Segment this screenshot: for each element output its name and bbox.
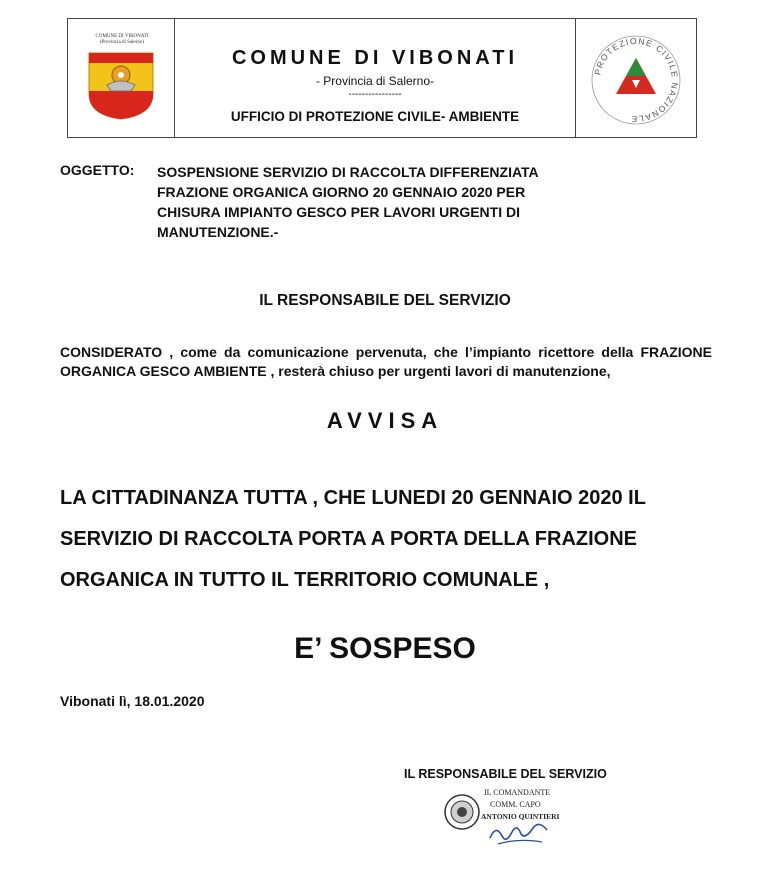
header-divider [575, 19, 576, 137]
signature-title: IL RESPONSABILE DEL SERVIZIO [404, 767, 607, 781]
signature-stamp [440, 782, 572, 854]
considerato-paragraph: CONSIDERATO , come da comunicazione pervenuta, che l’impianto ricettore della FRAZIONE ORGANICA GESCO AMBIENTE , resterà chiuso per urgenti lavori di manutenzione, [60, 344, 712, 379]
document-title: COMUNE DI VIBONATI [231, 47, 519, 69]
office-name: UFFICIO DI PROTEZIONE CIVILE- AMBIENTE [230, 109, 520, 124]
crest-caption-line: (Provincia di Salerno) [99, 40, 145, 45]
document-date: Vibonati lì, 18.01.2020 [60, 693, 205, 709]
province-line: - Provincia di Salerno- [315, 74, 435, 88]
avvisa-heading: AVVISA [326, 408, 444, 433]
crest-caption-line: COMUNE DI VIBONATI [95, 34, 149, 39]
subject-text: SOSPENSIONE SERVIZIO DI RACCOLTA DIFFERENZIATA FRAZIONE ORGANICA GIORNO 20 GENNAIO 2020 PER CHISURA IMPIANTO GESCO PER LAVORI URGENTI DI MANUTENZIONE.- [157, 164, 539, 240]
stamp-line: ANTONIO QUINTIERI [481, 812, 560, 821]
protezione-civile-logo-icon [588, 32, 684, 128]
stamp-line: IL COMANDANTE [484, 788, 551, 797]
header-box [67, 18, 697, 138]
announcement-paragraph: LA CITTADINANZA TUTTA , CHE LUNEDI 20 GENNAIO 2020 IL SERVIZIO DI RACCOLTA PORTA A PORTA DELLA FRAZIONE ORGANICA IN TUTTO IL TERRITORIO COMUNALE , [60, 487, 646, 591]
crest-caption [82, 34, 162, 46]
municipal-crest-icon [87, 51, 155, 121]
logo-ring-text: PROTEZIONE CIVILE NAZIONALE [592, 35, 681, 125]
suspended-heading: E’ SOSPESO [294, 632, 476, 665]
subject-label: OGGETTO: [60, 162, 135, 178]
stamp-line: COMM. CAPO [490, 800, 541, 809]
stamp-seal-icon [457, 807, 467, 817]
responsible-heading: IL RESPONSABILE DEL SERVIZIO [259, 292, 511, 309]
header-separator: ---------------- [348, 89, 402, 100]
